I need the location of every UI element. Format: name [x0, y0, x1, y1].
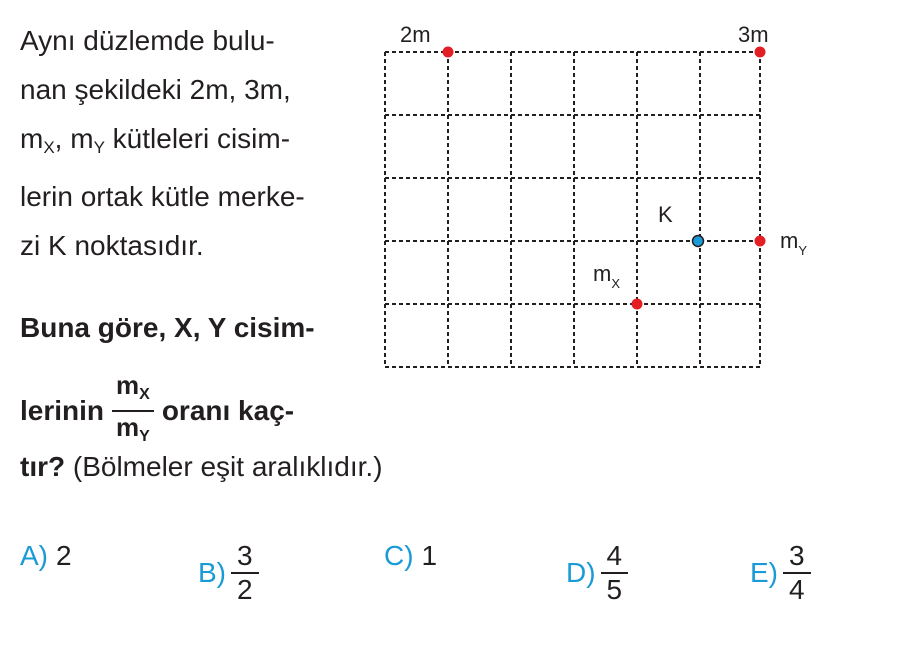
stem-mx-sub: X	[43, 138, 55, 157]
option-c-value: 1	[421, 540, 438, 571]
option-d-fraction	[604, 540, 626, 606]
option-e-fraction	[786, 540, 808, 606]
option-b-label: B)	[198, 557, 226, 588]
question-line-2	[20, 370, 294, 452]
option-b-numerator: 3	[237, 540, 253, 571]
option-b-fraction	[234, 540, 256, 606]
option-e-numerator: 3	[789, 540, 805, 571]
ratio-denominator: $m_Y$	[116, 412, 150, 445]
ratio-fraction	[112, 370, 154, 452]
stem-line-4: lerin ortak kütle merke-	[20, 181, 305, 212]
grid-lines	[385, 52, 760, 367]
stem-line-2: nan şekildeki 2m, 3m,	[20, 74, 291, 105]
option-e-denominator: 4	[789, 574, 805, 605]
label-k: K	[658, 202, 673, 227]
label-my: $m_Y$	[780, 228, 807, 258]
mass-3m-point	[755, 47, 766, 58]
stem-line-3	[20, 114, 360, 172]
label-mx: $m_X$	[593, 261, 620, 291]
question-note: (Bölmeler eşit aralıklıdır.)	[65, 451, 383, 482]
question-line-3	[20, 451, 383, 483]
stem-my-sub: Y	[93, 138, 105, 157]
mass-my-point	[755, 236, 766, 247]
question-line-2-end: oranı kaç-	[161, 395, 295, 426]
option-d-label: D)	[566, 557, 596, 588]
grid-figure	[380, 22, 840, 382]
center-of-mass-k-point	[693, 236, 704, 247]
question-line-2-start: lerinin	[20, 395, 105, 426]
option-e[interactable]	[750, 540, 808, 606]
stem-line-3-rest: kütleleri cisim-	[104, 123, 291, 154]
stem-my: , m	[54, 123, 94, 154]
label-3m: 3m	[738, 22, 769, 47]
option-e-label: E)	[750, 557, 778, 588]
option-a-label: A)	[20, 540, 48, 571]
label-2m: 2m	[400, 22, 431, 47]
option-a[interactable]	[20, 540, 72, 572]
question-end: tır?	[20, 451, 66, 482]
option-d-denominator: 5	[606, 574, 623, 605]
option-d-numerator: 4	[606, 540, 623, 571]
option-c[interactable]	[384, 540, 437, 572]
mass-mx-point	[632, 299, 643, 310]
question-stem	[20, 16, 360, 270]
mass-2m-point	[443, 47, 454, 58]
option-b[interactable]	[198, 540, 256, 606]
option-d[interactable]	[566, 540, 625, 606]
option-b-denominator: 2	[237, 574, 253, 605]
stem-line-5: zi K noktasıdır.	[20, 230, 204, 261]
stem-mx: m	[20, 123, 44, 154]
ratio-numerator: $m_X$	[116, 370, 150, 403]
option-c-label: C)	[384, 540, 414, 571]
stem-line-1: Aynı düzlemde bulu-	[20, 25, 275, 56]
question-line-1: Buna göre, X, Y cisim-	[20, 312, 315, 343]
option-a-value: 2	[56, 540, 72, 571]
